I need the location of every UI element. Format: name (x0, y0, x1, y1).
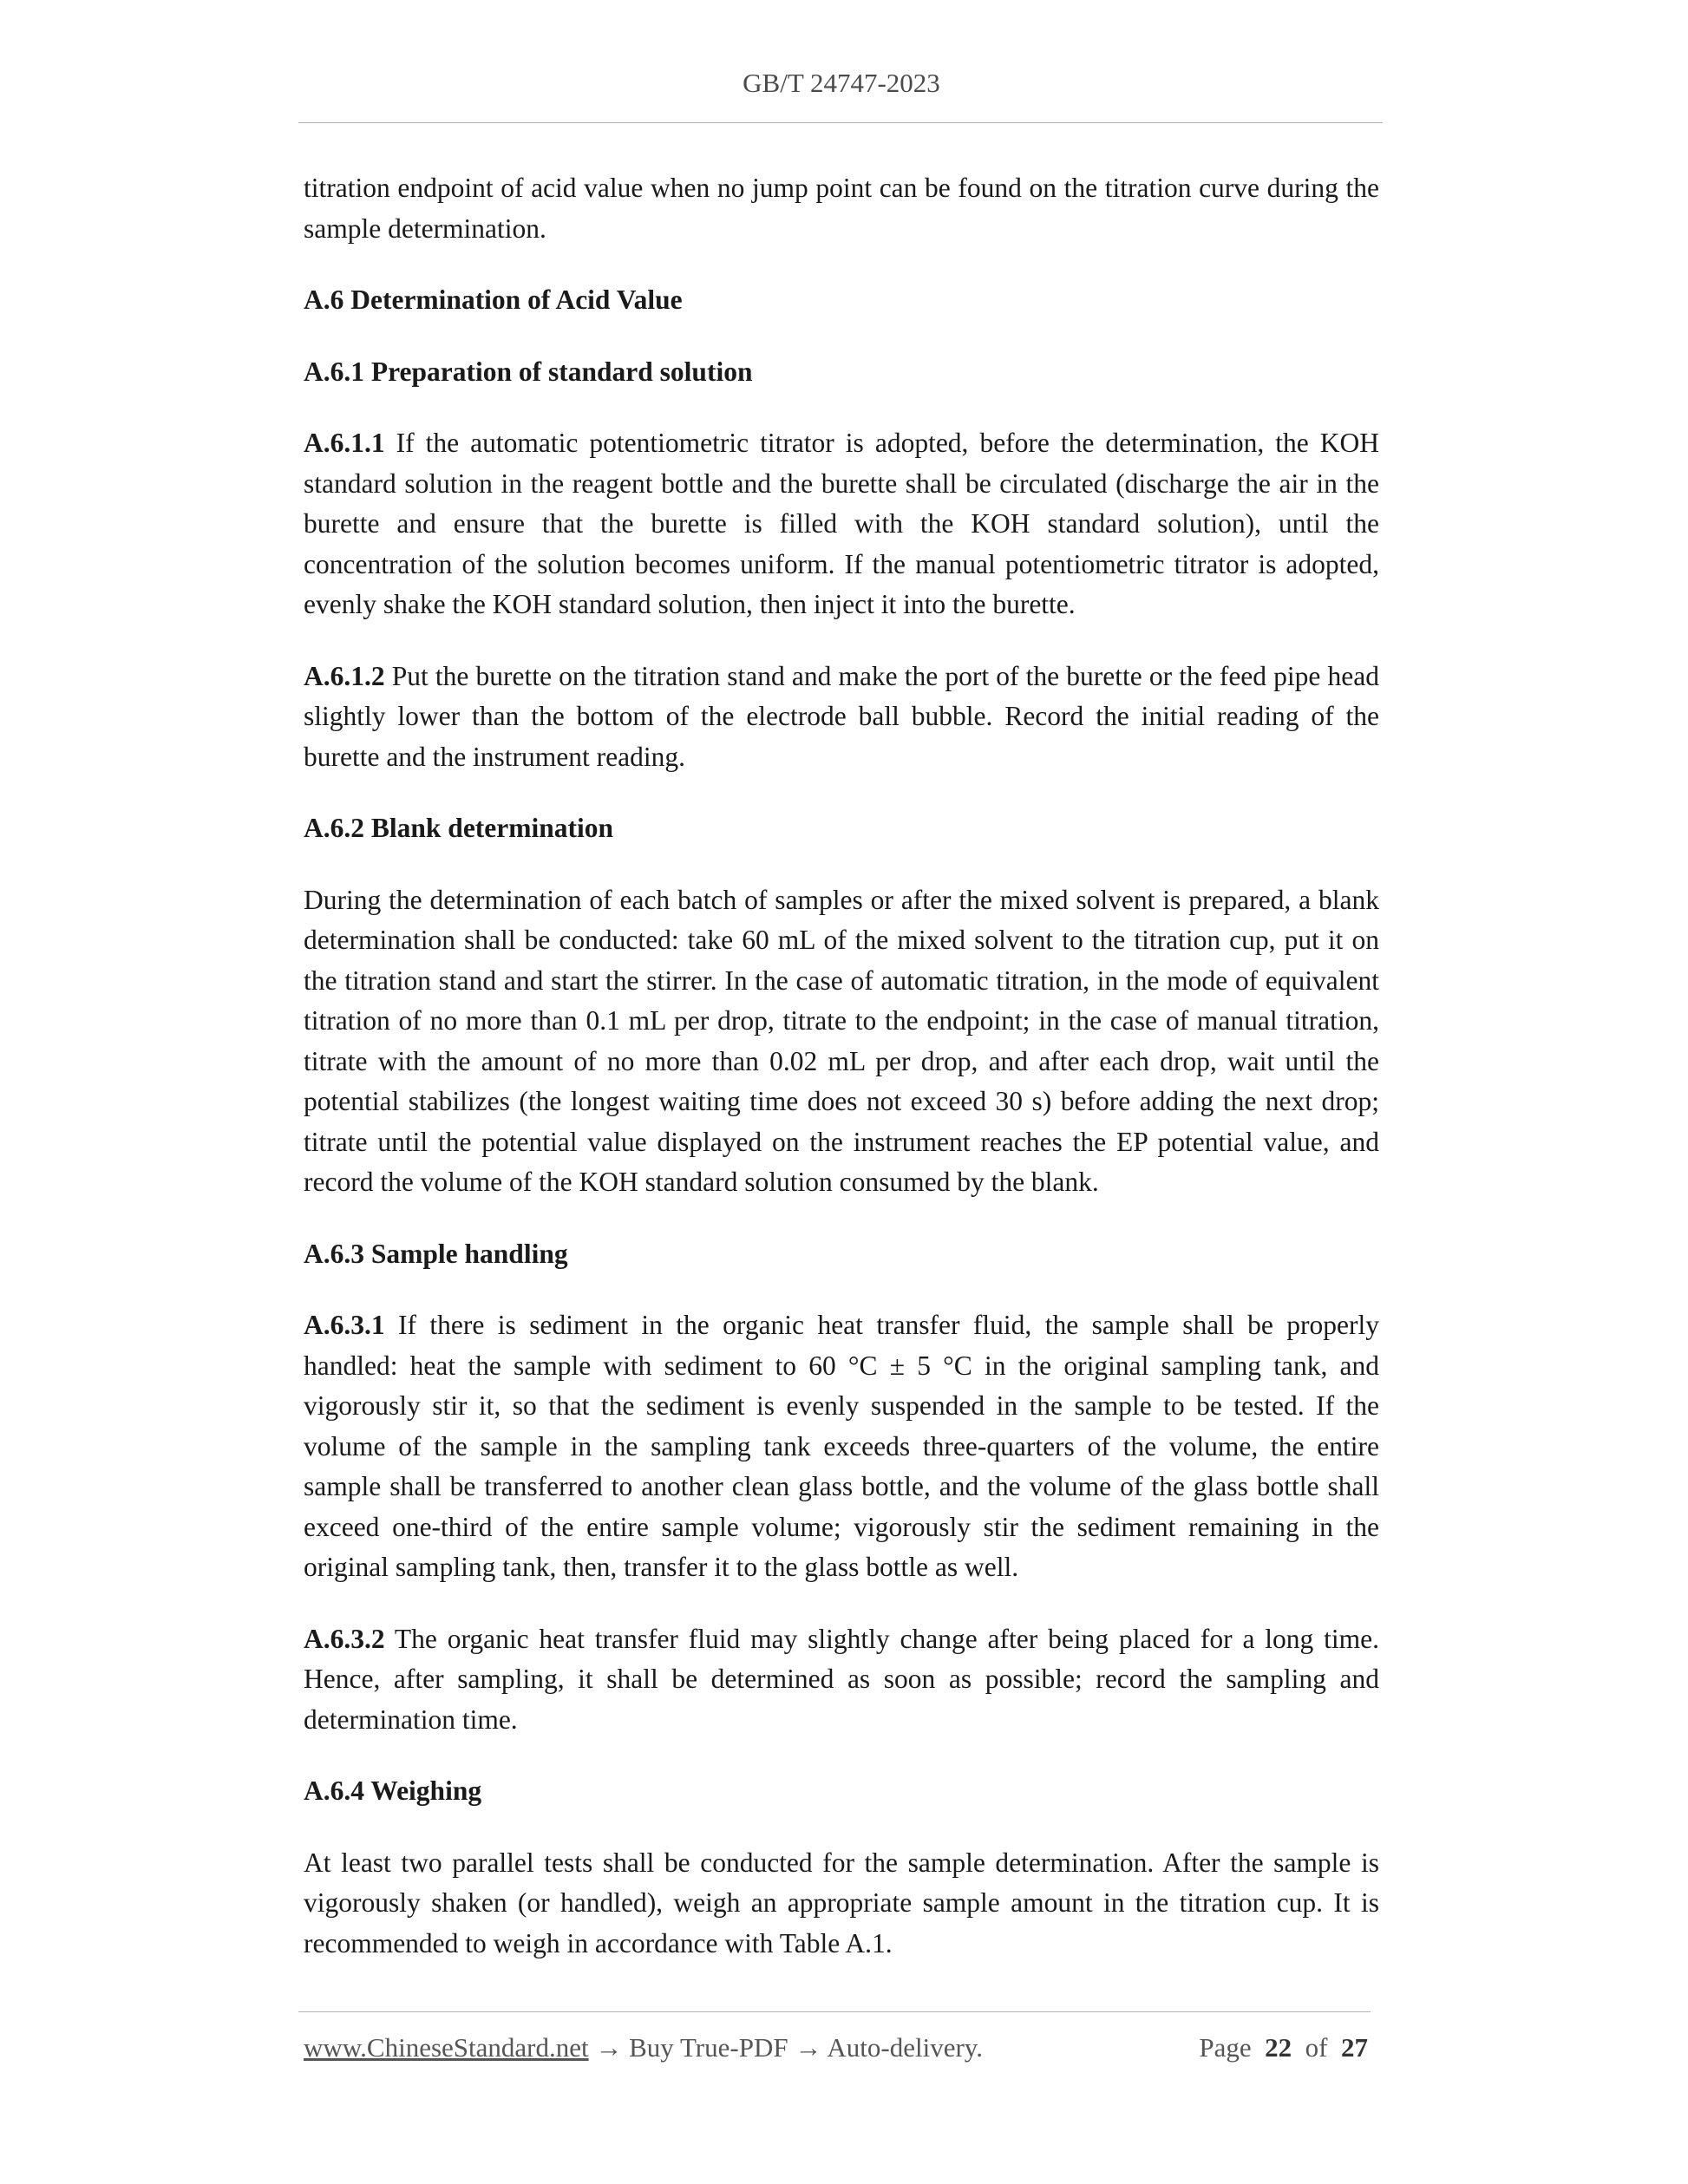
buy-text: Buy True-PDF (629, 2032, 788, 2063)
clause-a6-1-2 (304, 657, 1379, 778)
clause-a6-3-2 (304, 1619, 1379, 1741)
page-current: 22 (1265, 2032, 1292, 2063)
paragraph-blank-determination: During the determination of each batch of samples or after the mixed solvent is prepared, a blank determination shall be conducted: take 60 mL of the mixed solvent to the titration cup, put it on the titration stand and start the stirrer. In the case of automatic titration, in the mode of equivalent titration of no more than 0.1 mL per drop, titrate to the endpoint; in the case of manual titration, titrate with the amount of no more than 0.02 mL per drop, and after each drop, wait until the potential stabilizes (the longest waiting time does not exceed 30 s) before adding the next drop; titrate until the potential value displayed on the instrument reaches the EP potential value, and record the volume of the KOH standard solution consumed by the blank. (304, 884, 1379, 1197)
page-indicator (1199, 2032, 1368, 2063)
arrow-separator: → (788, 2032, 828, 2063)
clause-text: If there is sediment in the organic heat transfer fluid, the sample shall be properly handled: heat the sample with sediment to 60 °C ± 5 °C in the original sampling tank, and vigorously stir it, so that the sediment is evenly suspended in the sample to be tested. If the volume of the sample in the sampling tank exceeds three-quarters of the volume, the entire sample shall be transferred to another clean glass bottle, and the volume of the glass bottle shall exceed one-third of the entire sample volume; vigorously stir the sediment remaining in the original sampling tank, then, transfer it to the glass bottle as well. (304, 1310, 1379, 1582)
paragraph-weighing: At least two parallel tests shall be conducted for the sample determination. After the sample is vigorously shaken (or handled), weigh an appropriate sample amount in the titration cup. It is recommended to weigh in accordance with Table A.1. (304, 1847, 1379, 1958)
of-label: of (1305, 2032, 1328, 2063)
page-label: Page (1199, 2032, 1252, 2063)
section-heading-a6-3: A.6.3 Sample handling (304, 1238, 568, 1269)
page-total: 27 (1341, 2032, 1368, 2063)
clause-number: A.6.3.1 (304, 1310, 385, 1340)
clause-a6-1-1 (304, 423, 1379, 625)
standard-code: GB/T 24747-2023 (743, 68, 940, 98)
paragraph-continuation: titration endpoint of acid value when no jump point can be found on the titration curve during the sample determination. (304, 173, 1379, 244)
document-body (304, 168, 1379, 1995)
footer-promo (304, 2032, 983, 2063)
clause-a6-3-1 (304, 1305, 1379, 1588)
section-heading-a6-1: A.6.1 Preparation of standard solution (304, 356, 753, 387)
delivery-text: Auto-delivery. (827, 2032, 984, 2063)
section-heading-a6-4: A.6.4 Weighing (304, 1775, 482, 1806)
clause-number: A.6.1.2 (304, 660, 385, 691)
section-heading-a6: A.6 Determination of Acid Value (304, 284, 683, 315)
document-header (301, 68, 1382, 99)
arrow-separator: → (588, 2032, 630, 2063)
clause-text: Put the burette on the titration stand and make the port of the burette or the feed pipe head slightly lower than the bottom of the electrode ball bubble. Record the initial reading of the burette and the instrument reading. (304, 660, 1379, 772)
clause-number: A.6.3.2 (304, 1623, 385, 1654)
clause-number: A.6.1.1 (304, 428, 385, 458)
site-link[interactable]: www.ChineseStandard.net (304, 2032, 589, 2063)
section-heading-a6-2: A.6.2 Blank determination (304, 813, 614, 843)
clause-text: If the automatic potentiometric titrator is adopted, before the determination, the KOH standard solution in the reagent bottle and the burette shall be circulated (discharge the air in the burette and ensure that the burette is filled with the KOH standard solution), until the concentration of the solution becomes uniform. If the manual potentiometric titrator is adopted, evenly shake the KOH standard solution, then inject it into the burette. (304, 428, 1379, 619)
header-divider (298, 122, 1383, 123)
footer-divider (298, 2011, 1371, 2012)
clause-text: The organic heat transfer fluid may slightly change after being placed for a long time. Hence, after sampling, it shall be determined as soon as possible; record the sampling and determination time. (304, 1623, 1379, 1735)
